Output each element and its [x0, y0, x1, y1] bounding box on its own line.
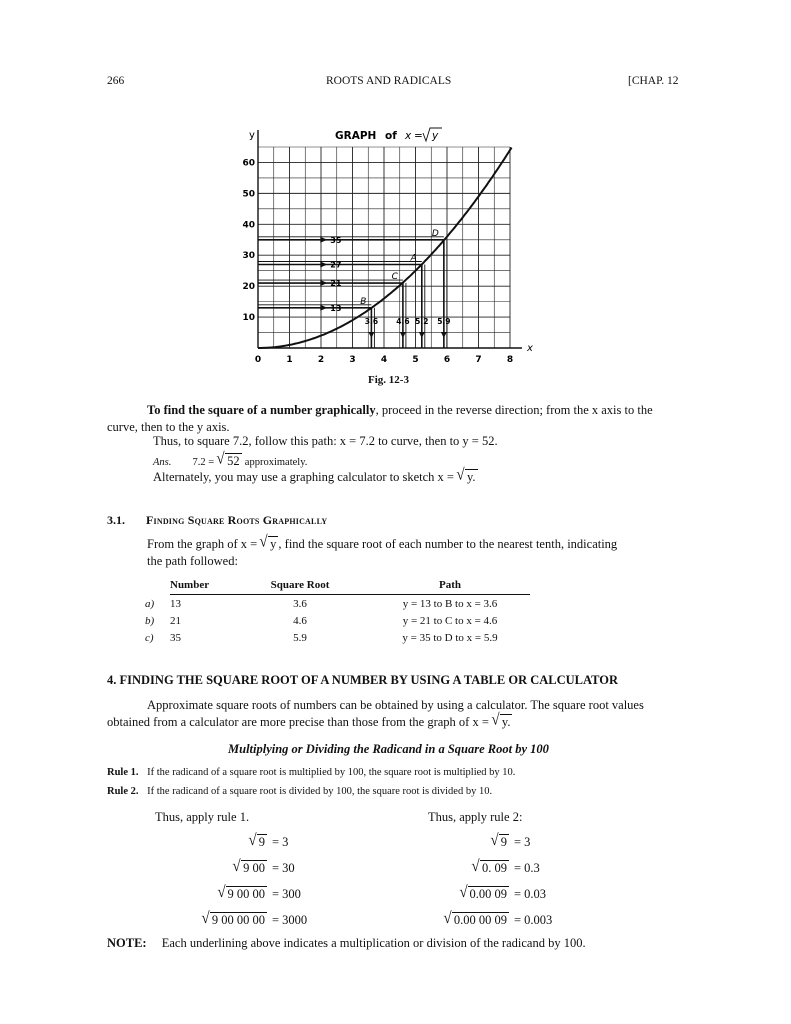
path-x-value-label: 5.2: [415, 317, 429, 327]
right-radical-3: √ 0.00 09: [458, 882, 507, 901]
arrow-right-icon: [320, 262, 327, 268]
table-row: [145, 629, 530, 646]
x-tick-label: 8: [506, 355, 514, 365]
left-radical-3: √ 9 00 00: [216, 882, 265, 901]
right-radical-2: √ 0. 09: [471, 856, 507, 875]
path-y-value-label: 27: [330, 260, 342, 270]
answer-label: Ans.: [153, 457, 172, 468]
table-row: [145, 612, 530, 629]
y-tick-label: 30: [242, 251, 255, 262]
y-tick-label: 50: [242, 189, 255, 200]
section-para-line1: Approximate square roots of numbers can be obtained by using a calculator. The square root values: [147, 698, 644, 712]
table-row: [145, 595, 530, 613]
graph-grid: [258, 147, 510, 348]
graph-figure: [225, 122, 550, 370]
graph-title-word: GRAPH: [335, 130, 377, 142]
intro-paragraph: [107, 402, 687, 436]
row-number: 13: [170, 598, 181, 610]
arrow-right-icon: [320, 280, 327, 286]
chapter-reference: [CHAP. 12: [628, 75, 679, 87]
arrow-down-icon: [419, 332, 425, 338]
svg-text:=: =: [414, 130, 423, 142]
example-number: 3.1.: [107, 513, 125, 527]
square-example: Thus, to square 7.2, follow this path: x = 7.2 to curve, then to y = 52.: [153, 434, 498, 448]
intro-line2: curve, then to the y axis.: [107, 420, 230, 434]
answer-radicand: 52: [227, 454, 240, 468]
point-label: A: [410, 253, 417, 264]
example-desc-pre: From the graph of x =: [147, 537, 258, 551]
graph-title-lhs: x: [405, 130, 412, 142]
page-number: 266: [107, 75, 125, 87]
path-x-value-label: 4.6: [396, 317, 410, 327]
section-heading: 4. FINDING THE SQUARE ROOT OF A NUMBER BY USING A TABLE OR CALCULATOR: [107, 673, 618, 687]
square-root-table: [145, 577, 530, 646]
row-number: 35: [170, 632, 181, 644]
left-radical-4: √ 9 00 00 00: [201, 908, 265, 927]
arrow-down-icon: [441, 332, 447, 338]
graph-title-of: of: [385, 130, 397, 142]
rule1-label: Rule 1.: [107, 767, 139, 778]
y-axis-label: y: [249, 130, 255, 141]
row-label: c): [145, 632, 154, 644]
rule1-text: If the radicand of a square root is multiplied by 100, the square root is multiplied by 10.: [147, 767, 516, 778]
left-result-1: = 3: [272, 835, 289, 849]
row-number: 21: [170, 615, 181, 627]
row-root: 5.9: [293, 632, 307, 644]
graph-title: [335, 128, 442, 142]
path-x-value-label: 5.9: [437, 317, 451, 327]
alternate-line: Alternately, you may use a graphing calculator to sketch x = √ y.: [153, 465, 476, 484]
row-root: 3.6: [293, 598, 307, 610]
path-y-value-label: 21: [330, 279, 342, 289]
left-result-3: = 300: [272, 887, 301, 901]
right-result-2: = 0.3: [514, 861, 540, 875]
y-tick-label: 20: [242, 282, 255, 293]
col-square-root: Square Root: [230, 577, 370, 595]
x-tick-label: 6: [443, 355, 451, 365]
col-number: Number: [170, 577, 230, 595]
arrow-down-icon: [368, 332, 374, 338]
path-x-value-label: 3.6: [364, 317, 379, 327]
figure-caption: Fig. 12-3: [368, 374, 409, 386]
x-tick-label: 7: [475, 355, 482, 365]
right-radical-1: √ 9: [490, 830, 507, 849]
note-label: NOTE:: [107, 936, 147, 950]
row-path: y = 13 to B to x = 3.6: [402, 598, 498, 610]
point-label: B: [360, 296, 367, 307]
rules-subheading: Multiplying or Dividing the Radicand in a Square Root by 100: [228, 742, 549, 756]
rule1: [107, 767, 515, 778]
example-desc-post: , find the square root of each number to the nearest tenth, indicating: [278, 537, 618, 551]
y-tick-label: 40: [242, 220, 255, 231]
left-result-2: = 30: [272, 861, 295, 875]
col-path: Path: [370, 577, 530, 595]
alternate-radicand: y.: [466, 470, 476, 484]
x-tick-label: 3: [349, 355, 356, 365]
row-path: y = 21 to C to x = 4.6: [402, 615, 498, 627]
row-path: y = 35 to D to x = 5.9: [402, 632, 498, 644]
right-result-4: = 0.003: [514, 913, 553, 927]
arrow-right-icon: [320, 305, 327, 311]
x-tick-label: 5: [412, 355, 419, 365]
point-label: C: [391, 272, 398, 283]
intro-lead-rest: , proceed in the reverse direction; from the x axis to the: [375, 403, 653, 417]
right-intro: Thus, apply rule 2:: [428, 810, 523, 824]
section-paragraph: Approximate square roots of numbers can be obtained by using a calculator. The square root values obtained from a calculator are more precise than those from the graph of x = √ y.: [107, 698, 644, 729]
x-tick-label: 0: [254, 355, 262, 365]
graph-title-radicand: y: [432, 130, 439, 142]
point-markers: [258, 229, 450, 348]
note-text: Each underlining above indicates a multiplication or division of the radicand by 100.: [161, 936, 586, 950]
x-axis-label: x: [527, 343, 533, 354]
left-intro: Thus, apply rule 1.: [155, 810, 250, 824]
right-result-3: = 0.03: [514, 887, 547, 901]
row-label: b): [145, 615, 155, 627]
row-label: a): [145, 597, 155, 610]
y-tick-label: 60: [242, 158, 255, 169]
left-result-4: = 3000: [272, 913, 308, 927]
path-y-value-label: 35: [330, 235, 342, 245]
alternate-pre: Alternately, you may use a graphing calculator to sketch x =: [153, 470, 454, 484]
path-y-value-label: 13: [330, 303, 342, 313]
example-description: From the graph of x = √ y , find the square root of each number to the nearest tenth, indicating the path followed:: [147, 532, 618, 568]
x-tick-label: 4: [380, 355, 388, 365]
row-root: 4.6: [293, 615, 307, 627]
arrow-right-icon: [320, 237, 327, 243]
y-tick-label: 10: [242, 313, 255, 324]
answer-line: Ans. 7.2 = √ 52 approximately.: [153, 449, 308, 468]
arrow-down-icon: [400, 332, 406, 338]
section-para-radicand: y.: [501, 715, 511, 729]
x-tick-label: 2: [317, 355, 325, 365]
section-para-line2: obtained from a calculator are more precise than those from the graph of x =: [107, 715, 489, 729]
example-desc-radicand: y: [270, 537, 277, 551]
rule2: [107, 786, 492, 797]
left-radical-1: √ 9: [248, 830, 265, 849]
example-title: Finding Square Roots Graphically: [146, 513, 328, 527]
answer-lhs: 7.2 =: [192, 457, 215, 468]
rule2-text: If the radicand of a square root is divided by 100, the square root is divided by 10.: [147, 786, 493, 797]
right-result-1: = 3: [514, 835, 531, 849]
point-label: D: [431, 228, 439, 239]
example-desc-line2: the path followed:: [147, 554, 238, 568]
intro-lead: To find the square of a number graphically: [147, 403, 376, 417]
note: [107, 936, 586, 951]
x-tick-label: 1: [286, 355, 293, 365]
answer-rest: approximately.: [244, 457, 308, 468]
rule2-label: Rule 2.: [107, 786, 139, 797]
running-head: ROOTS AND RADICALS: [326, 75, 452, 87]
left-radical-2: √ 9 00: [232, 856, 265, 875]
right-radical-4: √ 0.00 00 09: [443, 908, 507, 927]
